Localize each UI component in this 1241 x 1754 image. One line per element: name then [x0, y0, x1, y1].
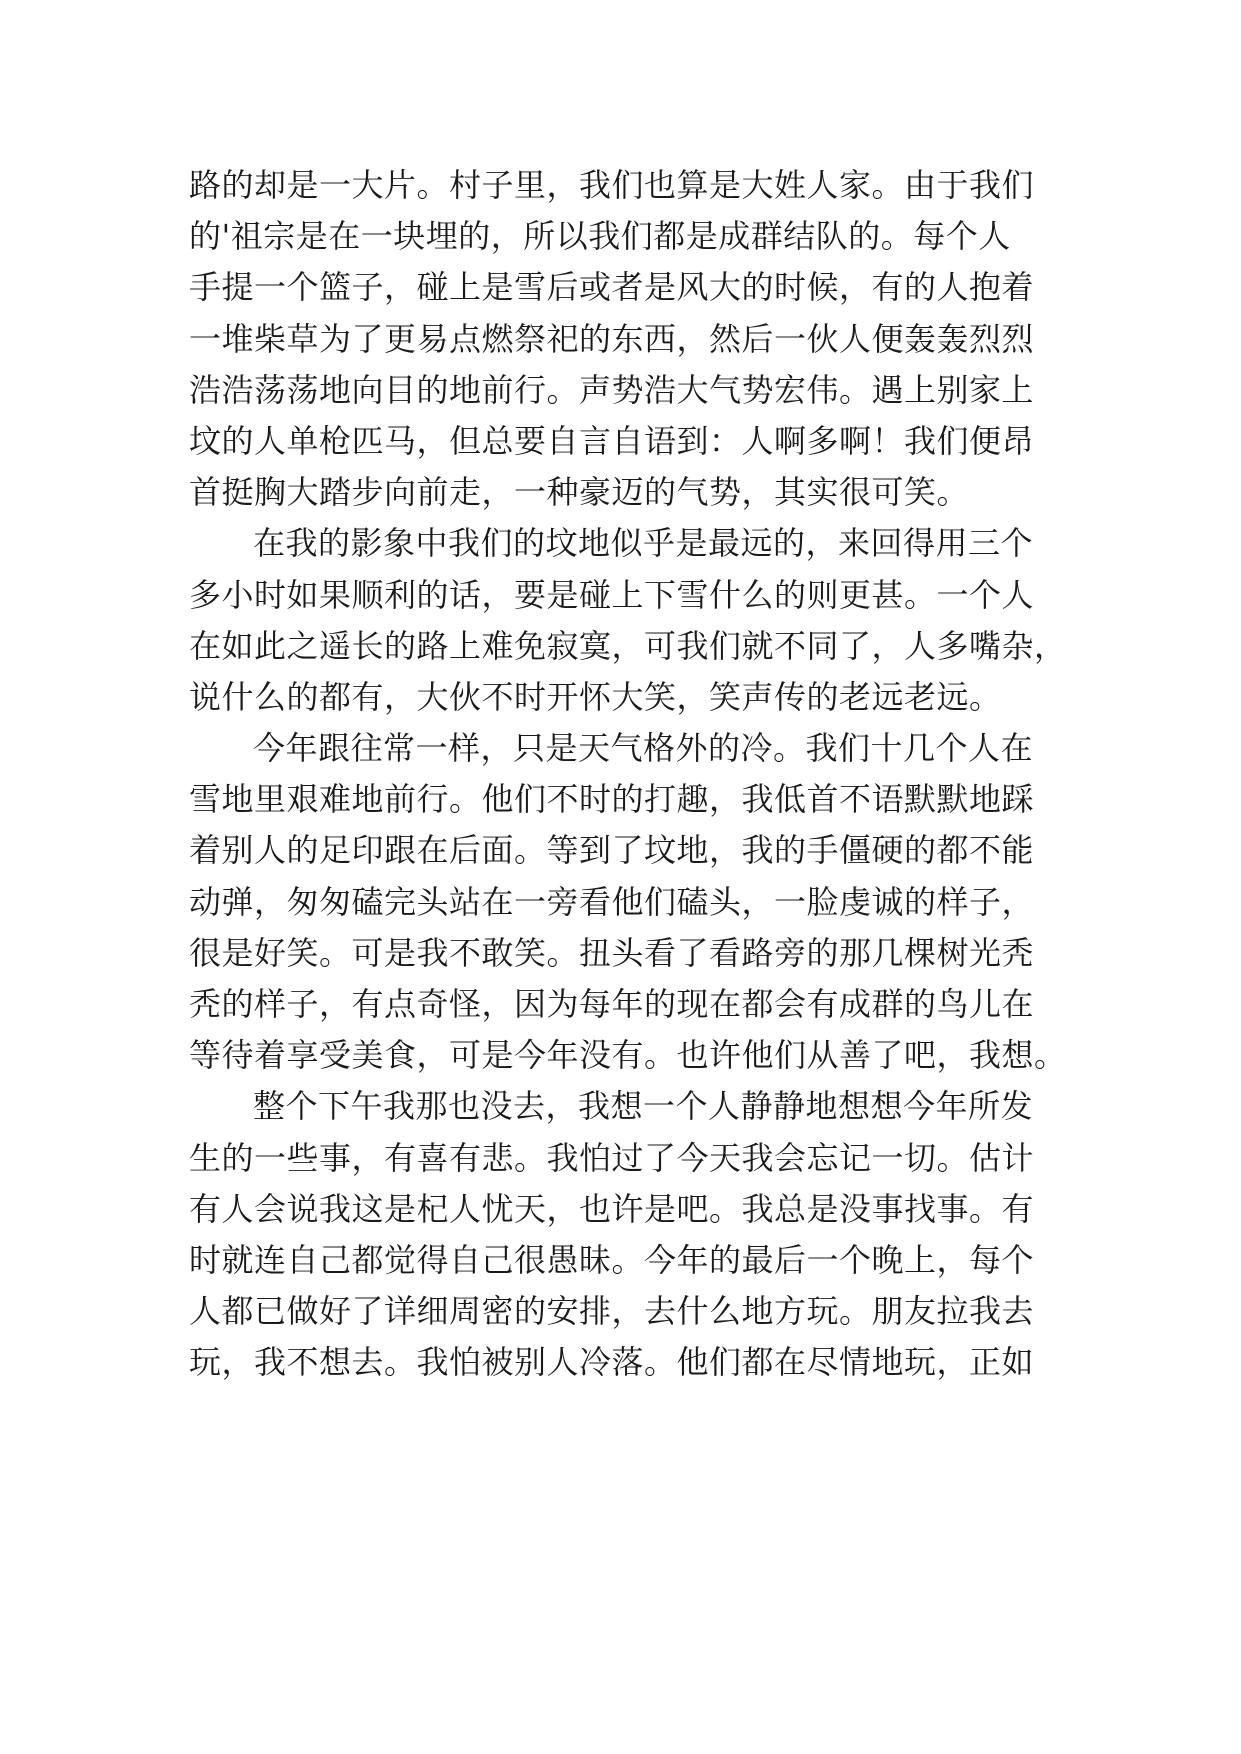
text-line: 坟的人单枪匹马，但总要自言自语到：人啊多啊！我们便昂	[189, 421, 1035, 460]
paragraph-first-line: 今年跟往常一样，只是天气格外的冷。我们十几个人在	[253, 729, 1034, 768]
paragraph-first-line: 整个下午我那也没去，我想一个人静静地想想今年所发	[253, 1087, 1034, 1126]
text-line: 多小时如果顺利的话，要是碰上下雪什么的则更甚。一个人	[189, 575, 1035, 614]
paragraph-first-line: 在我的影象中我们的坟地似乎是最远的，来回得用三个	[253, 524, 1034, 563]
text-line: 着别人的足印跟在后面。等到了坟地，我的手僵硬的都不能	[189, 831, 1035, 870]
text-line: 秃的样子，有点奇怪，因为每年的现在都会有成群的鸟儿在	[189, 985, 1035, 1023]
text-line: 首挺胸大踏步向前走，一种豪迈的气势，其实很可笑。	[189, 473, 970, 512]
text-line: 说什么的都有，大伙不时开怀大笑，笑声传的老远老远。	[189, 677, 1002, 716]
text-line: 人都已做好了详细周密的安排，去什么地方玩。朋友拉我去	[189, 1292, 1035, 1331]
text-line: 的'祖宗是在一块埋的，所以我们都是成群结队的。每个人	[189, 217, 1011, 256]
text-line: 动弹，匆匆磕完头站在一旁看他们磕头，一脸虔诚的样子，	[189, 882, 1035, 921]
text-line: 浩浩荡荡地向目的地前行。声势浩大气势宏伟。遇上别家上	[189, 370, 1035, 409]
text-line: 一堆柴草为了更易点燃祭祀的东西，然后一伙人便轰轰烈烈	[189, 319, 1035, 358]
body-text	[189, 160, 1067, 1389]
text-line: 等待着享受美食，可是今年没有。也许他们从善了吧，我想。	[189, 1036, 1067, 1075]
text-line: 手提一个篮子，碰上是雪后或者是风大的时候，有的人抱着	[189, 268, 1035, 307]
text-line: 很是好笑。可是我不敢笑。扭头看了看路旁的那几棵树光秃	[189, 933, 1035, 972]
text-line: 路的却是一大片。村子里，我们也算是大姓人家。由于我们	[189, 166, 1035, 204]
text-line: 在如此之遥长的路上难免寂寞，可我们就不同了，人多嘴杂，	[189, 626, 1067, 665]
text-line: 时就连自己都觉得自己很愚昧。今年的最后一个晚上，每个	[189, 1240, 1035, 1279]
text-line: 雪地里艰难地前行。他们不时的打趣，我低首不语默默地踩	[189, 780, 1035, 819]
text-line: 有人会说我这是杞人忧天，也许是吧。我总是没事找事。有	[189, 1189, 1035, 1228]
text-line: 生的一些事，有喜有悲。我怕过了今天我会忘记一切。估计	[189, 1138, 1035, 1177]
text-line: 玩，我不想去。我怕被别人冷落。他们都在尽情地玩，正如	[189, 1343, 1035, 1382]
